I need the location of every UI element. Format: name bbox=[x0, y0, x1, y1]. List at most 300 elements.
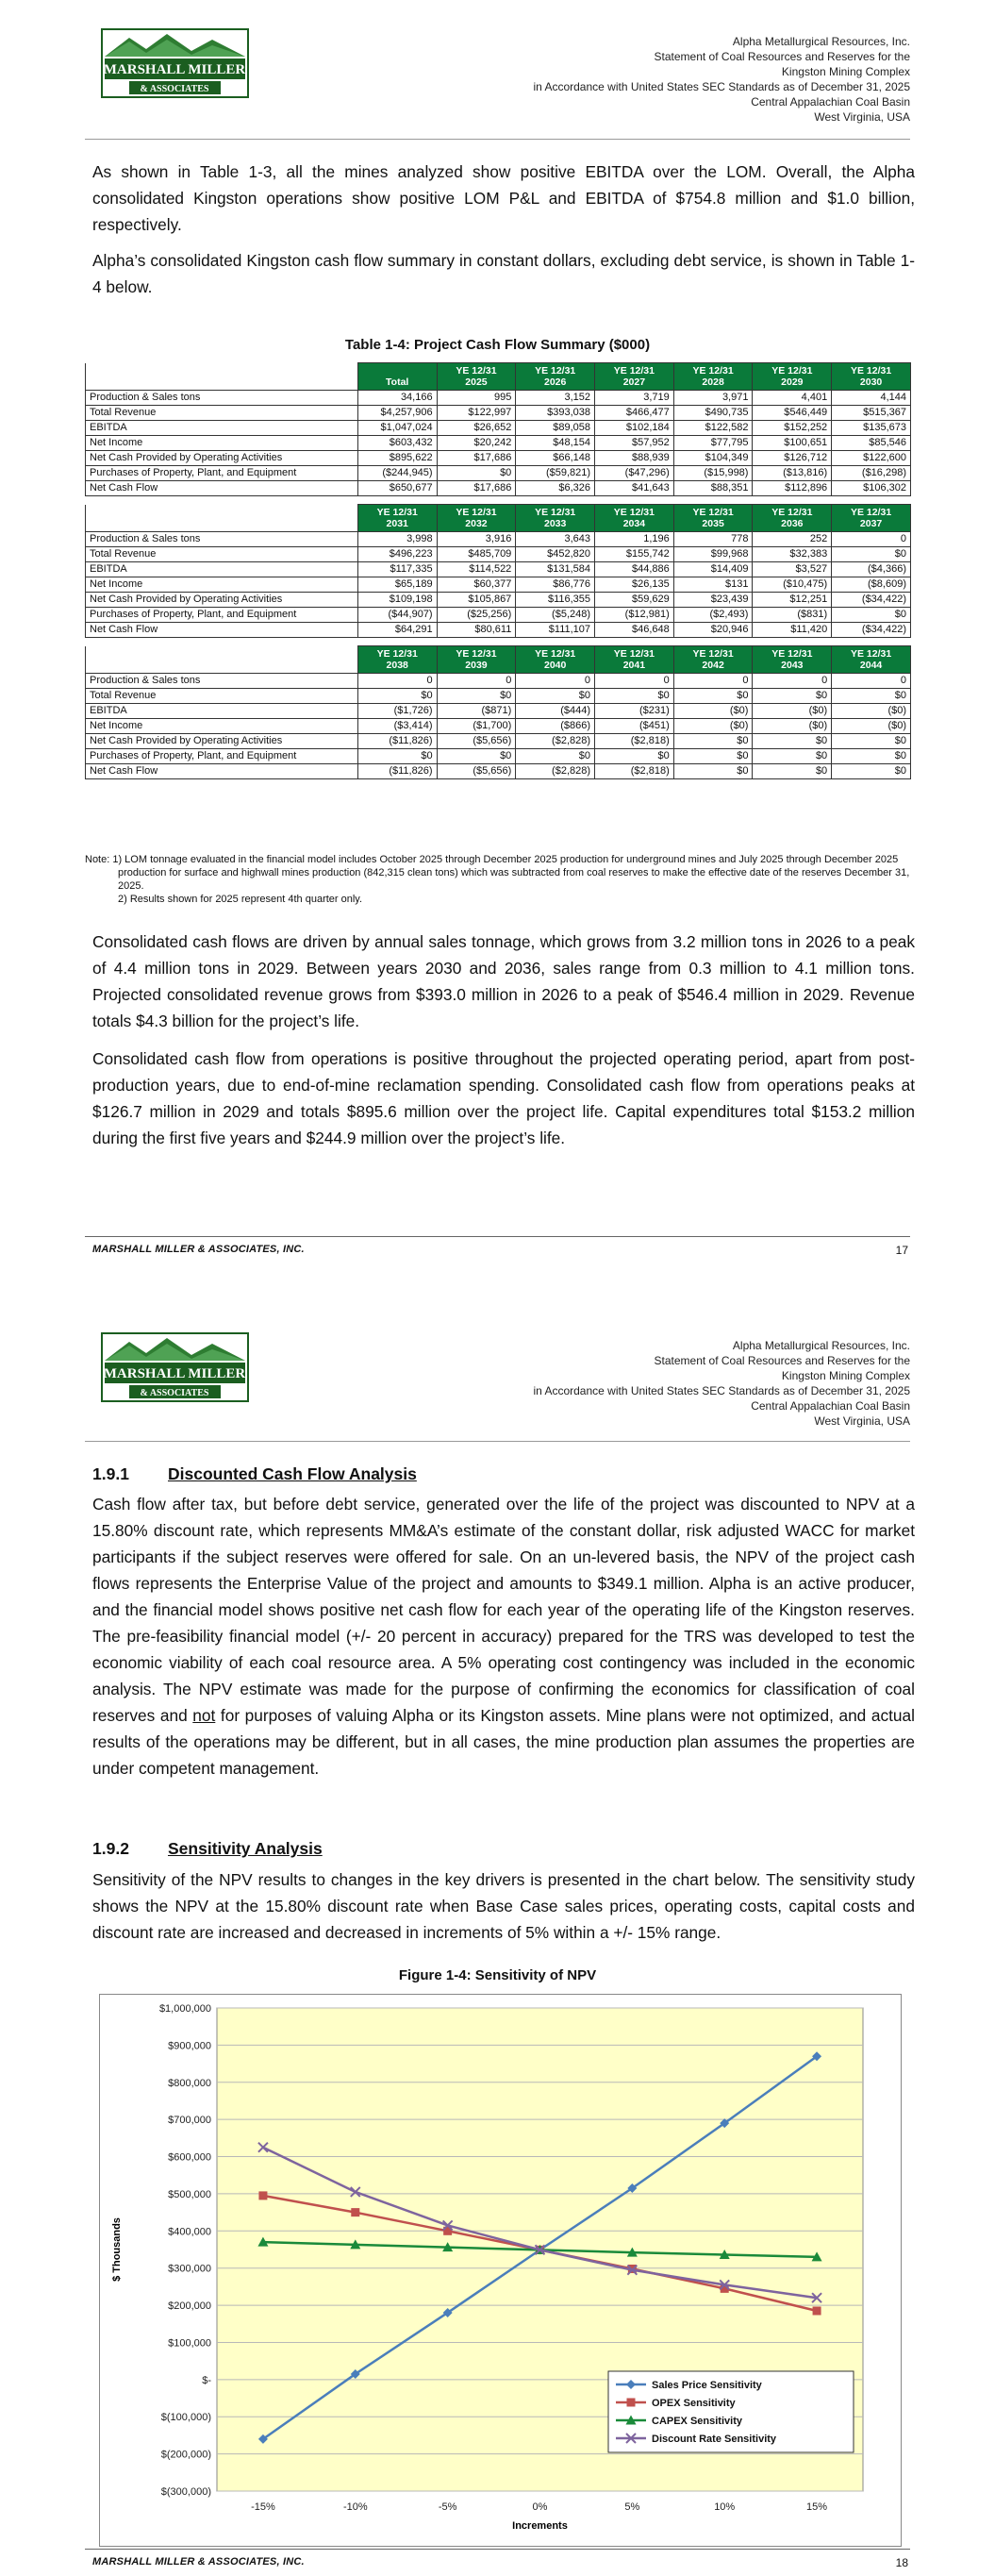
y-tick-label: $(200,000) bbox=[160, 2449, 211, 2461]
column-header: Total bbox=[357, 363, 437, 391]
header-line: West Virginia, USA bbox=[814, 1414, 910, 1428]
table-cell: $0 bbox=[357, 749, 437, 764]
table-cell: $393,038 bbox=[516, 406, 595, 421]
table-cell: $3,527 bbox=[753, 562, 832, 577]
column-header: YE 12/31 2031 bbox=[357, 505, 437, 532]
header-blank-cell bbox=[86, 363, 358, 391]
table-cell: $466,477 bbox=[595, 406, 674, 421]
x-tick-label: 5% bbox=[624, 2501, 640, 2513]
column-header: YE 12/31 2038 bbox=[357, 646, 437, 674]
table-cell: $0 bbox=[673, 749, 753, 764]
table-cell: 3,971 bbox=[673, 391, 753, 406]
column-header: YE 12/31 2043 bbox=[753, 646, 832, 674]
table-cell: $46,648 bbox=[595, 623, 674, 638]
table-cell: $109,198 bbox=[357, 593, 437, 608]
x-tick-label: 0% bbox=[532, 2501, 548, 2513]
note-2: 2) Results shown for 2025 represent 4th quarter only. bbox=[118, 894, 363, 905]
table-cell: $32,383 bbox=[753, 547, 832, 562]
table-cell: 0 bbox=[437, 674, 516, 689]
paragraph-ebitda: As shown in Table 1-3, all the mines analyzed show positive EBITDA over the LOM. Overall, the Alpha consolidated Kingston operations show positive LOM P&L and EBITDA of $754.8 million and $1.0 billion, respectively. bbox=[92, 162, 915, 234]
table-cell: $0 bbox=[753, 749, 832, 764]
table-cell: $11,420 bbox=[753, 623, 832, 638]
paragraph-sales-tonnage: Consolidated cash flows are driven by annual sales tonnage, which grows from 3.2 million tons in 2026 to a peak of 4.4 million tons in 2029. Between years 2030 and 2036, sales range from 0.3 million to 4.1 million tons. Projected consolidated revenue grows from $393.0 million in 2026 to a peak of $546.4 million in 2029. Revenue totals $4.3 billion for the project’s life. bbox=[92, 932, 915, 1030]
table-cell: $88,939 bbox=[595, 451, 674, 466]
table-cell: ($34,422) bbox=[832, 593, 911, 608]
section-heading-dcf bbox=[92, 1464, 417, 1484]
row-label: Total Revenue bbox=[86, 406, 358, 421]
table-spacer bbox=[86, 638, 911, 646]
x-axis-label: Increments bbox=[512, 2520, 568, 2532]
column-header: YE 12/31 2037 bbox=[832, 505, 911, 532]
column-header: YE 12/31 2042 bbox=[673, 646, 753, 674]
table-cell: ($8,609) bbox=[832, 577, 911, 593]
table-cell: $155,742 bbox=[595, 547, 674, 562]
table-cell: $0 bbox=[753, 764, 832, 779]
x-tick-label: -5% bbox=[438, 2501, 457, 2513]
dcf-text-a: Cash flow after tax, but before debt service, generated over the life of the project was discounted to NPV at a 15.80% discount rate, which represents MM&A’s estimate of the constant dollar, risk adjusted WACC for market participants if the subject reserves were offered for sale. On an un-levered basis, the NPV of the project cash flows represents the Enterprise Value of the project and amounts to $349.1 million. Alpha is an active producer, and the financial model shows positive net cash flow for each year of the operating life of the Kingston reserves. The pre-feasibility financial model (+/- 20 percent in accuracy) prepared for the TRS was developed to test the economic viability of each coal resource area. A 5% operating cost contingency was included in the economic analysis. The NPV estimate was made for the purpose of confirming the economics for classification of coal reserves and bbox=[92, 1495, 915, 1725]
column-header: YE 12/31 2034 bbox=[595, 505, 674, 532]
table-cell: $152,252 bbox=[753, 421, 832, 436]
column-header: YE 12/31 2041 bbox=[595, 646, 674, 674]
table-cell: 778 bbox=[673, 532, 753, 547]
table-cell: 252 bbox=[753, 532, 832, 547]
paragraph-operations-cashflow: Consolidated cash flow from operations is positive throughout the projected operating period, apart from post-production years, due to end-of-mine reclamation spending. Consolidated cash flow from operations peaks at $126.7 million in 2029 and totals $895.6 million over the project life. Capital expenditures total $153.2 million during the first five years and $244.9 million over the project’s life. bbox=[92, 1049, 915, 1147]
row-label: EBITDA bbox=[86, 562, 358, 577]
table-spacer bbox=[86, 496, 911, 505]
table-cell: $105,867 bbox=[437, 593, 516, 608]
table-cell: $0 bbox=[832, 608, 911, 623]
table-cell: $0 bbox=[673, 734, 753, 749]
table-row bbox=[86, 547, 911, 562]
data-point bbox=[813, 2306, 821, 2315]
table-cell: $17,686 bbox=[437, 451, 516, 466]
table-cell: $100,651 bbox=[753, 436, 832, 451]
y-tick-label: $(300,000) bbox=[160, 2486, 211, 2498]
table-cell: ($2,828) bbox=[516, 764, 595, 779]
table-cell: ($10,475) bbox=[753, 577, 832, 593]
table-cell: $88,351 bbox=[673, 481, 753, 496]
company-logo bbox=[101, 1332, 249, 1402]
table-cell: $515,367 bbox=[832, 406, 911, 421]
table-cell: 0 bbox=[832, 532, 911, 547]
table-cell: ($244,945) bbox=[357, 466, 437, 481]
table-cell: $20,946 bbox=[673, 623, 753, 638]
table-cell: 995 bbox=[437, 391, 516, 406]
table-cell: $0 bbox=[753, 734, 832, 749]
table-row bbox=[86, 391, 911, 406]
column-header: YE 12/31 2025 bbox=[437, 363, 516, 391]
table-cell: $0 bbox=[832, 734, 911, 749]
table-cell: $102,184 bbox=[595, 421, 674, 436]
table-row bbox=[86, 436, 911, 451]
table-cell: ($34,422) bbox=[832, 623, 911, 638]
table-cell: ($866) bbox=[516, 719, 595, 734]
table-cell: ($11,826) bbox=[357, 764, 437, 779]
legend-label: CAPEX Sensitivity bbox=[652, 2416, 742, 2427]
table-row bbox=[86, 481, 911, 496]
table-cell: $895,622 bbox=[357, 451, 437, 466]
row-label: Net Income bbox=[86, 436, 358, 451]
table-row bbox=[86, 689, 911, 704]
header-line: Alpha Metallurgical Resources, Inc. bbox=[732, 35, 910, 48]
column-header: YE 12/31 2026 bbox=[516, 363, 595, 391]
table-cell: 0 bbox=[595, 674, 674, 689]
footer-company: MARSHALL MILLER & ASSOCIATES, INC. bbox=[92, 2556, 305, 2568]
data-point bbox=[351, 2208, 359, 2216]
table-row bbox=[86, 421, 911, 436]
row-label: Production & Sales tons bbox=[86, 674, 358, 689]
section-number: 1.9.1 bbox=[92, 1464, 129, 1483]
x-tick-label: 10% bbox=[714, 2501, 736, 2513]
header-line: Kingston Mining Complex bbox=[781, 1369, 910, 1382]
header-blank-cell bbox=[86, 505, 358, 532]
column-header: YE 12/31 2032 bbox=[437, 505, 516, 532]
table-cell: ($0) bbox=[753, 719, 832, 734]
table-row bbox=[86, 608, 911, 623]
table-cell: $0 bbox=[832, 547, 911, 562]
table-cell: $48,154 bbox=[516, 436, 595, 451]
table-cell: 3,998 bbox=[357, 532, 437, 547]
table-cell: $114,522 bbox=[437, 562, 516, 577]
section-number: 1.9.2 bbox=[92, 1839, 129, 1858]
table-cell: $99,968 bbox=[673, 547, 753, 562]
table-cell: 3,152 bbox=[516, 391, 595, 406]
table-cell: $89,058 bbox=[516, 421, 595, 436]
dcf-text-not: not bbox=[192, 1706, 216, 1725]
row-label: Net Income bbox=[86, 719, 358, 734]
table-cell: 3,916 bbox=[437, 532, 516, 547]
table-row bbox=[86, 764, 911, 779]
row-label: Total Revenue bbox=[86, 547, 358, 562]
paragraph-sensitivity: Sensitivity of the NPV results to changes in the key drivers is presented in the chart below. The sensitivity study shows the NPV at the 15.80% discount rate when Base Case sales prices, operating costs, capital costs and discount rate are increased and decreased in increments of 5% within a +/- 15% range. bbox=[92, 1870, 915, 1942]
table-cell: $86,776 bbox=[516, 577, 595, 593]
header-blank-cell bbox=[86, 646, 358, 674]
row-label: Purchases of Property, Plant, and Equipment bbox=[86, 466, 358, 481]
table-cell: $485,709 bbox=[437, 547, 516, 562]
header-divider bbox=[85, 139, 910, 140]
table-cell: 0 bbox=[673, 674, 753, 689]
table-cell: ($15,998) bbox=[673, 466, 753, 481]
table-cell: ($451) bbox=[595, 719, 674, 734]
table-cell: ($59,821) bbox=[516, 466, 595, 481]
header-line: in Accordance with United States SEC Standards as of December 31, 2025 bbox=[533, 80, 910, 93]
column-header: YE 12/31 2028 bbox=[673, 363, 753, 391]
y-tick-label: $700,000 bbox=[168, 2115, 211, 2127]
company-logo bbox=[101, 28, 249, 98]
x-tick-label: -15% bbox=[251, 2501, 275, 2513]
row-label: Net Cash Flow bbox=[86, 764, 358, 779]
row-label: Total Revenue bbox=[86, 689, 358, 704]
table-cell: $131 bbox=[673, 577, 753, 593]
page-number: 17 bbox=[895, 1244, 908, 1257]
table-cell: $14,409 bbox=[673, 562, 753, 577]
table-cell: ($231) bbox=[595, 704, 674, 719]
header-block bbox=[533, 1338, 910, 1429]
column-header: YE 12/31 2039 bbox=[437, 646, 516, 674]
table-cell: $57,952 bbox=[595, 436, 674, 451]
table-cell: $122,997 bbox=[437, 406, 516, 421]
table-cell: $80,611 bbox=[437, 623, 516, 638]
table-cell: $4,257,906 bbox=[357, 406, 437, 421]
table-cell: ($5,656) bbox=[437, 764, 516, 779]
column-header: YE 12/31 2027 bbox=[595, 363, 674, 391]
header-line: in Accordance with United States SEC Standards as of December 31, 2025 bbox=[533, 1384, 910, 1397]
table-cell: $6,326 bbox=[516, 481, 595, 496]
footer-company: MARSHALL MILLER & ASSOCIATES, INC. bbox=[92, 1244, 305, 1255]
table-cell: ($444) bbox=[516, 704, 595, 719]
table-cell: $122,582 bbox=[673, 421, 753, 436]
table-row bbox=[86, 532, 911, 547]
table-cell: $490,735 bbox=[673, 406, 753, 421]
table-cell: $0 bbox=[595, 689, 674, 704]
table-row bbox=[86, 562, 911, 577]
table-cell: $111,107 bbox=[516, 623, 595, 638]
table-cell: ($44,907) bbox=[357, 608, 437, 623]
table-cell: 0 bbox=[357, 674, 437, 689]
legend-marker bbox=[627, 2399, 636, 2407]
table-cell: 34,166 bbox=[357, 391, 437, 406]
table-cell: $0 bbox=[832, 749, 911, 764]
y-tick-label: $900,000 bbox=[168, 2040, 211, 2052]
table-cell: 1,196 bbox=[595, 532, 674, 547]
table-cell: ($1,700) bbox=[437, 719, 516, 734]
table-row bbox=[86, 704, 911, 719]
table-cell: $126,712 bbox=[753, 451, 832, 466]
table-cell: $64,291 bbox=[357, 623, 437, 638]
y-axis-label: $ Thousands bbox=[111, 2217, 123, 2282]
table-cell: ($25,256) bbox=[437, 608, 516, 623]
table-row bbox=[86, 451, 911, 466]
table-row bbox=[86, 623, 911, 638]
table-cell: $0 bbox=[437, 466, 516, 481]
row-label: Net Cash Provided by Operating Activities bbox=[86, 734, 358, 749]
y-tick-label: $300,000 bbox=[168, 2263, 211, 2275]
header-line: Statement of Coal Resources and Reserves for the bbox=[654, 1354, 910, 1367]
table-cell: ($2,828) bbox=[516, 734, 595, 749]
table-cell: $122,600 bbox=[832, 451, 911, 466]
table-cell: $106,302 bbox=[832, 481, 911, 496]
table-cell: ($16,298) bbox=[832, 466, 911, 481]
row-label: Net Income bbox=[86, 577, 358, 593]
row-label: Purchases of Property, Plant, and Equipment bbox=[86, 608, 358, 623]
table-cell: $546,449 bbox=[753, 406, 832, 421]
column-header: YE 12/31 2036 bbox=[753, 505, 832, 532]
table-header-row bbox=[86, 646, 911, 674]
header-line: Kingston Mining Complex bbox=[781, 65, 910, 78]
table-cell: 0 bbox=[753, 674, 832, 689]
y-tick-label: $200,000 bbox=[168, 2300, 211, 2313]
table-cell: ($5,248) bbox=[516, 608, 595, 623]
table-cell: $60,377 bbox=[437, 577, 516, 593]
figure-caption: Figure 1-4: Sensitivity of NPV bbox=[398, 1967, 597, 1983]
column-header: YE 12/31 2044 bbox=[832, 646, 911, 674]
section-title: Discounted Cash Flow Analysis bbox=[168, 1464, 417, 1483]
sensitivity-chart bbox=[99, 1994, 902, 2547]
legend-label: Discount Rate Sensitivity bbox=[652, 2434, 777, 2445]
table-cell: 0 bbox=[516, 674, 595, 689]
table-cell: $0 bbox=[832, 764, 911, 779]
header-line: West Virginia, USA bbox=[814, 110, 910, 124]
table-cell: $452,820 bbox=[516, 547, 595, 562]
table-cell: $0 bbox=[595, 749, 674, 764]
table-cell: $17,686 bbox=[437, 481, 516, 496]
table-cell: $0 bbox=[437, 689, 516, 704]
table-cell: $0 bbox=[516, 749, 595, 764]
table-cell: ($0) bbox=[832, 704, 911, 719]
header-block bbox=[533, 34, 910, 125]
cash-flow-table bbox=[85, 362, 911, 779]
table-cell: ($11,826) bbox=[357, 734, 437, 749]
table-cell: $0 bbox=[753, 689, 832, 704]
table-cell: ($4,366) bbox=[832, 562, 911, 577]
table-cell: ($5,656) bbox=[437, 734, 516, 749]
table-row bbox=[86, 674, 911, 689]
table-row bbox=[86, 749, 911, 764]
table-cell: ($831) bbox=[753, 608, 832, 623]
table-cell: 4,401 bbox=[753, 391, 832, 406]
table-cell: $41,643 bbox=[595, 481, 674, 496]
paragraph-dcf bbox=[92, 1491, 915, 1781]
y-tick-label: $- bbox=[202, 2374, 211, 2386]
table-cell: $44,886 bbox=[595, 562, 674, 577]
page-number: 18 bbox=[895, 2556, 908, 2569]
table-cell: ($2,818) bbox=[595, 734, 674, 749]
table-cell: ($3,414) bbox=[357, 719, 437, 734]
table-cell: ($871) bbox=[437, 704, 516, 719]
table-cell: ($0) bbox=[753, 704, 832, 719]
header-divider bbox=[85, 1441, 910, 1442]
table-header-row bbox=[86, 505, 911, 532]
table-row bbox=[86, 734, 911, 749]
row-label: EBITDA bbox=[86, 421, 358, 436]
table-row bbox=[86, 466, 911, 481]
y-tick-label: $400,000 bbox=[168, 2226, 211, 2238]
table-cell: 3,719 bbox=[595, 391, 674, 406]
table-cell: $26,135 bbox=[595, 577, 674, 593]
table-cell: $0 bbox=[673, 689, 753, 704]
table-cell: $116,355 bbox=[516, 593, 595, 608]
table-cell: $26,652 bbox=[437, 421, 516, 436]
row-label: Net Cash Flow bbox=[86, 481, 358, 496]
table-cell: $0 bbox=[357, 689, 437, 704]
table-notes bbox=[85, 853, 910, 906]
table-cell: $112,896 bbox=[753, 481, 832, 496]
table-cell: $496,223 bbox=[357, 547, 437, 562]
table-cell: ($12,981) bbox=[595, 608, 674, 623]
x-tick-label: -10% bbox=[342, 2501, 368, 2513]
table-cell: $59,629 bbox=[595, 593, 674, 608]
table-cell: $0 bbox=[673, 764, 753, 779]
table-cell: $20,242 bbox=[437, 436, 516, 451]
table-row bbox=[86, 406, 911, 421]
column-header: YE 12/31 2030 bbox=[832, 363, 911, 391]
table-cell: 0 bbox=[832, 674, 911, 689]
table-cell: $23,439 bbox=[673, 593, 753, 608]
paragraph-cashflow-intro: Alpha’s consolidated Kingston cash flow summary in constant dollars, excluding debt service, is shown in Table 1-4 below. bbox=[92, 251, 915, 296]
svg-text:& ASSOCIATES: & ASSOCIATES bbox=[140, 84, 209, 94]
table-cell: $77,795 bbox=[673, 436, 753, 451]
legend-label: OPEX Sensitivity bbox=[652, 2398, 736, 2409]
header-line: Statement of Coal Resources and Reserves for the bbox=[654, 50, 910, 63]
header-line: Central Appalachian Coal Basin bbox=[751, 95, 910, 109]
row-label: EBITDA bbox=[86, 704, 358, 719]
table-cell: $131,584 bbox=[516, 562, 595, 577]
table-cell: $66,148 bbox=[516, 451, 595, 466]
row-label: Production & Sales tons bbox=[86, 532, 358, 547]
table-cell: $85,546 bbox=[832, 436, 911, 451]
table-cell: ($2,493) bbox=[673, 608, 753, 623]
footer-divider bbox=[85, 1236, 910, 1237]
table-cell: ($2,818) bbox=[595, 764, 674, 779]
table-cell: $104,349 bbox=[673, 451, 753, 466]
table-row bbox=[86, 719, 911, 734]
column-header: YE 12/31 2033 bbox=[516, 505, 595, 532]
table-cell: ($47,296) bbox=[595, 466, 674, 481]
table-cell: $135,673 bbox=[832, 421, 911, 436]
section-heading-sensitivity bbox=[92, 1839, 323, 1859]
row-label: Net Cash Flow bbox=[86, 623, 358, 638]
table-cell: $117,335 bbox=[357, 562, 437, 577]
section-title: Sensitivity Analysis bbox=[168, 1839, 323, 1858]
table-cell: 4,144 bbox=[832, 391, 911, 406]
column-header: YE 12/31 2029 bbox=[753, 363, 832, 391]
data-point bbox=[258, 2191, 267, 2200]
y-tick-label: $(100,000) bbox=[160, 2412, 211, 2424]
x-tick-label: 15% bbox=[806, 2501, 828, 2513]
table-caption: Table 1-4: Project Cash Flow Summary ($000) bbox=[344, 337, 651, 353]
svg-text:& ASSOCIATES: & ASSOCIATES bbox=[140, 1388, 209, 1398]
table-header-row bbox=[86, 363, 911, 391]
legend-label: Sales Price Sensitivity bbox=[652, 2380, 762, 2391]
y-tick-label: $100,000 bbox=[168, 2337, 211, 2350]
table-row bbox=[86, 577, 911, 593]
table-cell: $0 bbox=[832, 689, 911, 704]
table-cell: ($1,726) bbox=[357, 704, 437, 719]
row-label: Purchases of Property, Plant, and Equipment bbox=[86, 749, 358, 764]
table-cell: ($13,816) bbox=[753, 466, 832, 481]
table-row bbox=[86, 593, 911, 608]
table-cell: $1,047,024 bbox=[357, 421, 437, 436]
table-cell: ($0) bbox=[673, 719, 753, 734]
table-cell: ($0) bbox=[832, 719, 911, 734]
table-cell: $65,189 bbox=[357, 577, 437, 593]
y-tick-label: $600,000 bbox=[168, 2151, 211, 2164]
header-line: Central Appalachian Coal Basin bbox=[751, 1399, 910, 1413]
footer-divider bbox=[85, 2549, 910, 2550]
column-header: YE 12/31 2035 bbox=[673, 505, 753, 532]
svg-text:MARSHALL MILLER: MARSHALL MILLER bbox=[103, 1366, 246, 1381]
column-header: YE 12/31 2040 bbox=[516, 646, 595, 674]
table-cell: $12,251 bbox=[753, 593, 832, 608]
dcf-text-b: for purposes of valuing Alpha or its Kingston assets. Mine plans were not optimized, and actual results of the operations may be different, but in all cases, the mine production plan assumes the properties are under competent management. bbox=[92, 1706, 915, 1778]
y-tick-label: $1,000,000 bbox=[158, 2003, 211, 2015]
header-line: Alpha Metallurgical Resources, Inc. bbox=[732, 1339, 910, 1352]
table-cell: $0 bbox=[437, 749, 516, 764]
page-18 bbox=[0, 1302, 995, 2576]
note-1: Note: 1) LOM tonnage evaluated in the financial model includes October 2025 through December 2025 production for underground mines and July 2025 through December 2025 production for surface and highwall mines production (842,315 clean tons) which was subtracted from coal reserves to make the effective date of the reserves December 31, 2025. bbox=[85, 854, 910, 892]
table-cell: $650,677 bbox=[357, 481, 437, 496]
svg-text:MARSHALL MILLER: MARSHALL MILLER bbox=[103, 62, 246, 77]
table-cell: $0 bbox=[516, 689, 595, 704]
row-label: Production & Sales tons bbox=[86, 391, 358, 406]
row-label: Net Cash Provided by Operating Activities bbox=[86, 451, 358, 466]
row-label: Net Cash Provided by Operating Activities bbox=[86, 593, 358, 608]
table-cell: $603,432 bbox=[357, 436, 437, 451]
table-cell: ($0) bbox=[673, 704, 753, 719]
y-tick-label: $800,000 bbox=[168, 2077, 211, 2089]
y-tick-label: $500,000 bbox=[168, 2188, 211, 2200]
table-cell: 3,643 bbox=[516, 532, 595, 547]
